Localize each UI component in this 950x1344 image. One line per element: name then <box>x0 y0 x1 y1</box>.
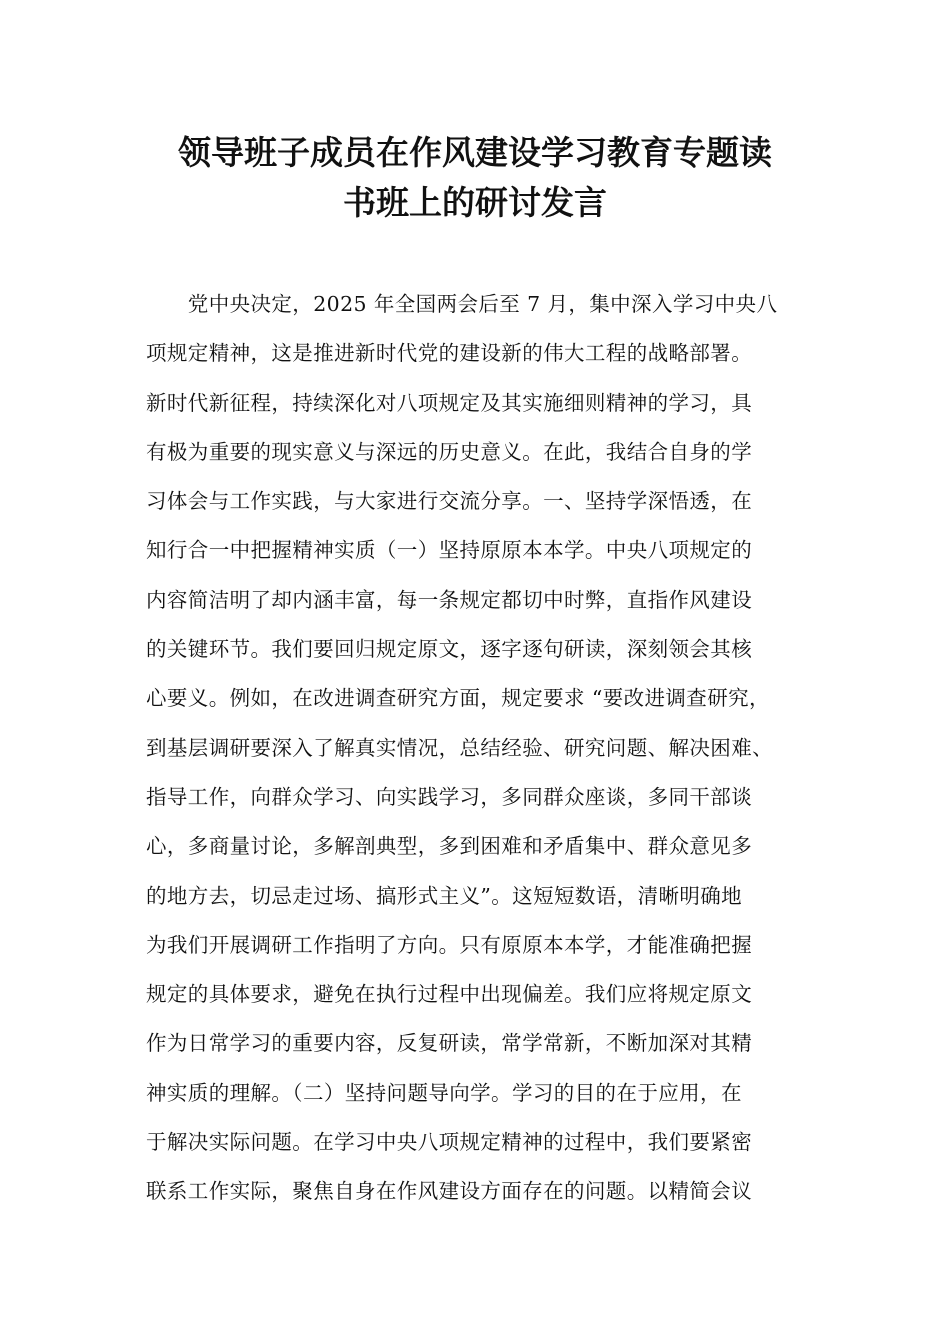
body-line: 神实质的理解。（二）坚持问题导向学。学习的目的在于应用，在 <box>146 1080 742 1105</box>
document-body <box>146 280 826 1217</box>
body-line: 心，多商量讨论，多解剖典型，多到困难和矛盾集中、群众意见多 <box>146 834 753 859</box>
body-line: 有极为重要的现实意义与深远的历史意义。在此，我结合自身的学 <box>146 439 753 464</box>
body-line: 为我们开展调研工作指明了方向。只有原原本本学，才能准确把握 <box>146 932 753 957</box>
title-line: 书班上的研讨发言 <box>343 183 607 222</box>
body-line: 项规定精神，这是推进新时代党的建设新的伟大工程的战略部署。 <box>146 341 753 366</box>
body-line: 知行合一中把握精神实质（一）坚持原原本本学。中央八项规定的 <box>146 538 753 563</box>
body-line: 联系工作实际，聚焦自身在作风建设方面存在的问题。以精简会议 <box>146 1179 753 1204</box>
body-line: 规定的具体要求，避免在执行过程中出现偏差。我们应将规定原文 <box>146 982 753 1007</box>
body-line: 到基层调研要深入了解真实情况，总结经验、研究问题、解决困难、 <box>146 735 773 760</box>
body-line: 内容简洁明了却内涵丰富，每一条规定都切中时弊，直指作风建设 <box>146 587 753 612</box>
body-line: 新时代新征程，持续深化对八项规定及其实施细则精神的学习，具 <box>146 390 753 415</box>
body-line: 党中央决定，2025 年全国两会后至 7 月，集中深入学习中央八 <box>146 292 778 316</box>
body-line: 习体会与工作实践，与大家进行交流分享。一、坚持学深悟透，在 <box>146 489 753 514</box>
body-line: 的地方去，切忌走过场、搞形式主义”。这短短数语，清晰明确地 <box>146 883 743 908</box>
body-line: 作为日常学习的重要内容，反复研读，常学常新，不断加深对其精 <box>146 1031 753 1056</box>
document-title <box>0 128 950 228</box>
body-line: 于解决实际问题。在学习中央八项规定精神的过程中，我们要紧密 <box>146 1130 753 1155</box>
body-line: 心要义。例如，在改进调查研究方面，规定要求 “要改进调查研究， <box>146 686 770 711</box>
title-line: 领导班子成员在作风建设学习教育专题读 <box>178 133 772 172</box>
body-line: 指导工作，向群众学习、向实践学习，多同群众座谈，多同干部谈 <box>146 784 753 809</box>
body-line: 的关键环节。我们要回归规定原文，逐字逐句研读，深刻领会其核 <box>146 637 753 662</box>
